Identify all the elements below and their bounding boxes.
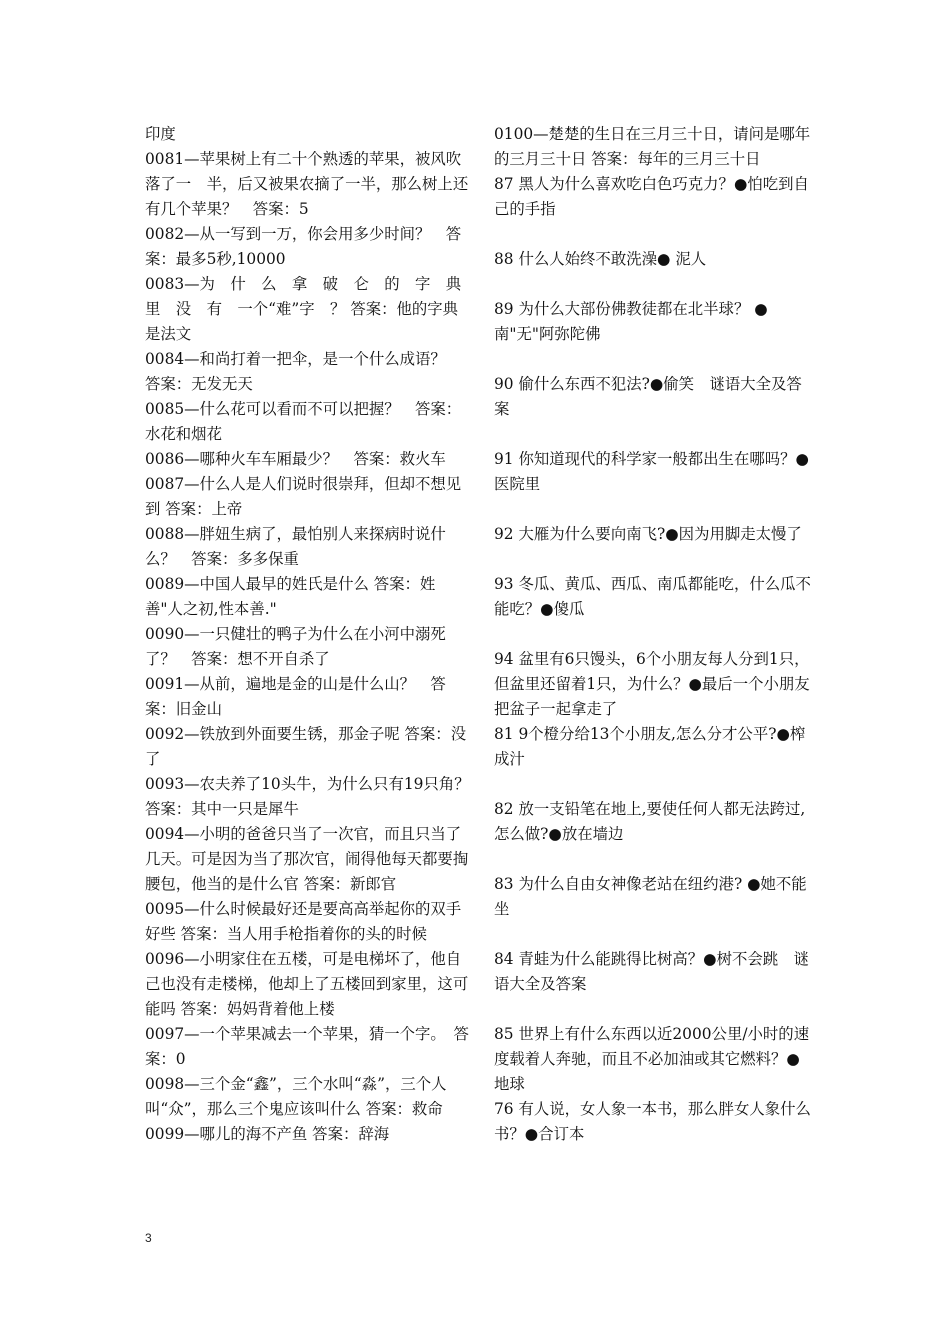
riddle-paragraph: 89 为什么大部份佛教徒都在北半球？ ●南"无"阿弥陀佛 [494,300,768,343]
riddle-paragraph: 印度 [145,125,176,143]
riddle-paragraph: 91 你知道现代的科学家一般都出生在哪吗？●医院里 [494,450,809,493]
riddle-paragraph: 0093—农夫养了10头牛，为什么只有19只角？ 答案：其中一只是犀牛 [145,775,485,818]
riddle-paragraph: 85 世界上有什么东西以近2000公里/小时的速度载着人奔驰，而且不必加油或其它燃料？●地球 [494,1025,810,1093]
riddle-paragraph: 0089—中国人最早的姓氏是什么 答案：姓善"人之初,性本善." [145,575,436,618]
riddle-paragraph: 84 青蛙为什么能跳得比树高？●树不会跳 谜语大全及答案 [494,950,809,993]
riddle-paragraph: 0085—什么花可以看而不可以把握？ 答案：水花和烟花 [145,400,462,443]
riddle-paragraph: 0100—楚楚的生日在三月三十日，请问是哪年的三月三十日 答案：每年的三月三十日 [494,125,811,168]
paragraph-spacer [494,997,814,1022]
riddle-paragraph: 0088—胖妞生病了，最怕别人来探病时说什么？ 答案：多多保重 [145,525,446,568]
riddle-paragraph: 0096—小明家住在五楼，可是电梯坏了，他自己也没有走楼梯，他却上了五楼回到家里，这可能吗 答案：妈妈背着他上楼 [145,950,469,1018]
riddle-paragraph: 0099—哪儿的海不产鱼 答案：辞海 [145,1125,390,1143]
riddle-paragraph: 0084—和尚打着一把伞，是一个什么成语？ 答案：无发无天 [145,350,462,393]
left-column [145,122,485,1147]
riddle-paragraph: 0081—苹果树上有二十个熟透的苹果，被风吹落了一 半，后又被果农摘了一半，那么树上还有几个苹果？ 答案：5 [145,150,469,218]
riddle-paragraph: 0094—小明的爸爸只当了一次官，而且只当了几天。可是因为当了那次官，闹得他每天都要掏腰包，他当的是什么官 答案：新郎官 [145,825,469,893]
riddle-paragraph: 0095—什么时候最好还是要高高举起你的双手好些 答案：当人用手枪指着你的头的时候 [145,900,462,943]
riddle-paragraph: 0098—三个金“鑫”，三个水叫“淼”，三个人叫“众”，那么三个鬼应该叫什么 答案：救命 [145,1075,447,1118]
paragraph-spacer [494,497,814,522]
riddle-paragraph: 94 盆里有6只馒头，6个小朋友每人分到1只，但盆里还留着1只，为什么？●最后一个小朋友把盆子一起拿走了 [494,650,810,718]
riddle-paragraph: 0082—从一写到一万，你会用多少时间？ 答案：最多5秒,10000 [145,225,462,268]
paragraph-spacer [494,347,814,372]
riddle-paragraph: 87 黑人为什么喜欢吃白色巧克力？●怕吃到自己的手指 [494,175,809,218]
riddle-paragraph: 0083—为 什 么 拿 破 仑 的 字 典 里 没 有 一个“难”字 ？ 答案：他的字典是法文 [145,275,477,343]
riddle-paragraph: 92 大雁为什么要向南飞?●因为用脚走太慢了 [494,525,802,543]
paragraph-spacer [494,422,814,447]
riddle-paragraph: 0087—什么人是人们说时很崇拜，但却不想见到 答案：上帝 [145,475,462,518]
riddle-paragraph: 0097—一个苹果减去一个苹果，猜一个字。 答案：0 [145,1025,469,1068]
riddle-paragraph: 93 冬瓜、黄瓜、西瓜、南瓜都能吃，什么瓜不能吃？●傻瓜 [494,575,811,618]
riddle-paragraph: 88 什么人始终不敢洗澡● 泥人 [494,250,707,268]
paragraph-spacer [494,272,814,297]
paragraph-spacer [494,622,814,647]
riddle-paragraph: 0086—哪种火车车厢最少？ 答案：救火车 [145,450,446,468]
paragraph-spacer [494,922,814,947]
riddle-paragraph: 90 偷什么东西不犯法?●偷笑 谜语大全及答案 [494,375,802,418]
paragraph-spacer [494,222,814,247]
right-column [494,122,814,1147]
riddle-paragraph: 81 9个橙分给13个小朋友,怎么分才公平?●榨成汁 [494,725,806,768]
paragraph-spacer [494,772,814,797]
riddle-paragraph: 0091—从前，遍地是金的山是什么山？ 答案：旧金山 [145,675,446,718]
paragraph-spacer [494,847,814,872]
riddle-paragraph: 0090—一只健壮的鸭子为什么在小河中溺死了？ 答案：想不开自杀了 [145,625,446,668]
paragraph-spacer [494,547,814,572]
riddle-paragraph: 82 放一支铅笔在地上,要使任何人都无法跨过,怎么做?●放在墙边 [494,800,806,843]
riddle-paragraph: 83 为什么自由女神像老站在纽约港? ●她不能坐 [494,875,807,918]
riddle-paragraph: 76 有人说，女人象一本书，那么胖女人象什么书？●合订本 [494,1100,811,1143]
page-number: 3 [145,1231,152,1245]
riddle-paragraph: 0092—铁放到外面要生锈，那金子呢 答案：没了 [145,725,467,768]
